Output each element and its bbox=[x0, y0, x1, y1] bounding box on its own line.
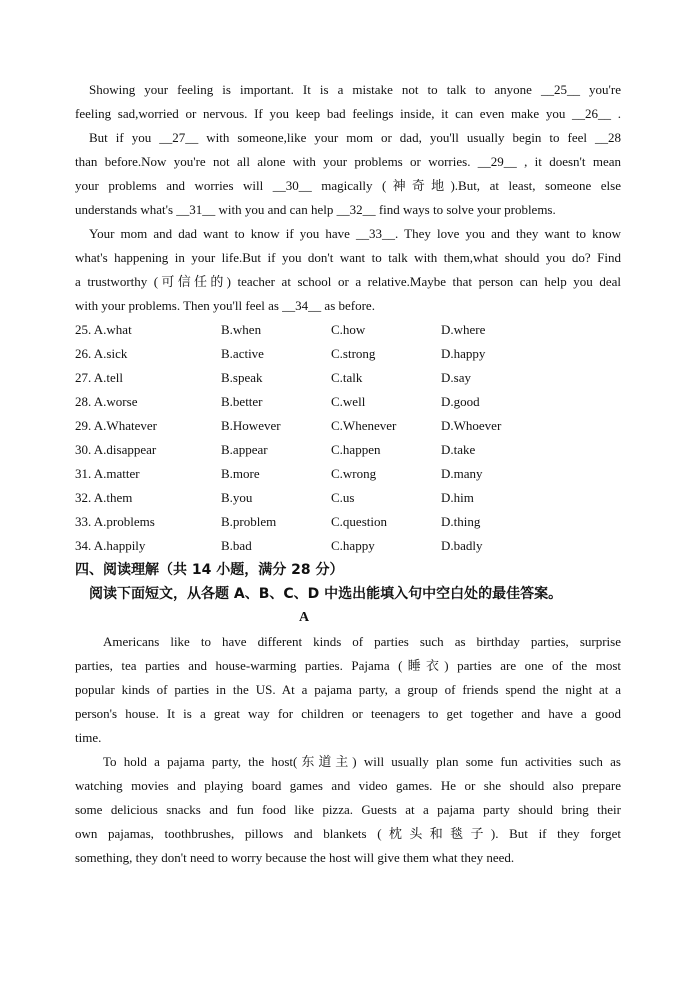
option-b: B.However bbox=[221, 418, 281, 433]
option-d: D.Whoever bbox=[441, 418, 502, 433]
option-a: 26. A.sick bbox=[75, 346, 128, 361]
cloze-line: what's happening in your life.But if you don't want to talk with them,what should you do? Find bbox=[75, 250, 621, 265]
option-row bbox=[75, 534, 635, 558]
reading-line: time. bbox=[75, 730, 102, 745]
reading-line: something, they don't need to worry because the host will give them what they need. bbox=[75, 850, 515, 865]
option-d: D.good bbox=[441, 394, 480, 409]
option-b: B.appear bbox=[221, 442, 268, 457]
option-c: C.how bbox=[331, 322, 366, 337]
option-a: 25. A.what bbox=[75, 322, 132, 337]
option-row bbox=[75, 342, 635, 366]
reading-line: watching movies and playing board games and video games. He or she should also prepare bbox=[75, 778, 621, 793]
cloze-line: feeling sad,worried or nervous. If you keep bad feelings inside, it can even make you __26__ . bbox=[75, 106, 621, 121]
option-b: B.better bbox=[221, 394, 263, 409]
cloze-passage bbox=[75, 78, 621, 318]
reading-line: person's house. It is a great way for children or teenagers to get together and have a good bbox=[75, 706, 621, 721]
option-d: D.badly bbox=[441, 538, 483, 553]
cloze-line: your problems and worries will __30__ magically (神奇地).But, at least, someone else bbox=[75, 178, 621, 193]
option-b: B.active bbox=[221, 346, 264, 361]
option-row bbox=[75, 438, 635, 462]
option-d: D.happy bbox=[441, 346, 486, 361]
option-c: C.strong bbox=[331, 346, 376, 361]
option-row bbox=[75, 486, 635, 510]
reading-line: To hold a pajama party, the host(东道主) will usually plan some fun activities such as bbox=[103, 754, 621, 769]
option-row bbox=[75, 390, 635, 414]
option-row bbox=[75, 318, 635, 342]
option-b: B.you bbox=[221, 490, 253, 505]
option-c: C.happen bbox=[331, 442, 381, 457]
reading-line: parties, tea parties and house-warming parties. Pajama (睡衣) parties are one of the most bbox=[75, 658, 621, 673]
option-b: B.speak bbox=[221, 370, 263, 385]
option-d: D.thing bbox=[441, 514, 481, 529]
cloze-line: understands what's __31__ with you and can help __32__ find ways to solve your problems. bbox=[75, 202, 556, 217]
option-a: 30. A.disappear bbox=[75, 442, 157, 457]
option-a: 34. A.happily bbox=[75, 538, 146, 553]
option-c: C.well bbox=[331, 394, 366, 409]
option-a: 32. A.them bbox=[75, 490, 133, 505]
option-row bbox=[75, 366, 635, 390]
reading-line: popular kinds of parties in the US. At a pajama party, a group of friends spend the night at a bbox=[75, 682, 621, 697]
option-c: C.talk bbox=[331, 370, 363, 385]
option-b: B.bad bbox=[221, 538, 252, 553]
reading-line: some delicious snacks and fun food like pizza. Guests at a pajama party should bring their bbox=[75, 802, 621, 817]
cloze-line: with your problems. Then you'll feel as __34__ as before. bbox=[75, 298, 375, 313]
option-row bbox=[75, 510, 635, 534]
reading-passage bbox=[75, 630, 621, 870]
passage-label: A bbox=[299, 610, 310, 625]
section-instruction: 阅读下面短文，从各题 A、B、C、D 中选出能填入句中空白处的最佳答案。 bbox=[89, 586, 563, 602]
cloze-line: But if you __27__ with someone,like your mom or dad, you'll usually begin to feel __28 bbox=[89, 130, 621, 145]
option-c: C.Whenever bbox=[331, 418, 397, 433]
option-c: C.question bbox=[331, 514, 387, 529]
option-row bbox=[75, 414, 635, 438]
answer-options bbox=[75, 318, 635, 558]
option-d: D.many bbox=[441, 466, 483, 481]
option-c: C.wrong bbox=[331, 466, 377, 481]
option-c: C.happy bbox=[331, 538, 375, 553]
cloze-line: Showing your feeling is important. It is a mistake not to talk to anyone __25__ you're bbox=[89, 82, 621, 97]
cloze-line: than before.Now you're not all alone with your problems or worries. __29__ , it doesn't mean bbox=[75, 154, 621, 169]
cloze-line: Your mom and dad want to know if you have __33__. They love you and they want to know bbox=[89, 226, 621, 241]
option-d: D.where bbox=[441, 322, 486, 337]
option-a: 33. A.problems bbox=[75, 514, 155, 529]
option-d: D.take bbox=[441, 442, 476, 457]
option-b: B.problem bbox=[221, 514, 277, 529]
option-a: 31. A.matter bbox=[75, 466, 140, 481]
option-d: D.say bbox=[441, 370, 471, 385]
reading-line: own pajamas, toothbrushes, pillows and blankets (枕头和毯子). But if they forget bbox=[75, 826, 621, 841]
cloze-line: a trustworthy (可信任的) teacher at school or a relative.Maybe that person can help you deal bbox=[75, 274, 621, 289]
option-b: B.more bbox=[221, 466, 260, 481]
reading-line: Americans like to have different kinds of parties such as birthday parties, surprise bbox=[103, 634, 621, 649]
option-b: B.when bbox=[221, 322, 262, 337]
option-a: 28. A.worse bbox=[75, 394, 138, 409]
section-title: 四、阅读理解（共 14 小题，满分 28 分） bbox=[75, 562, 344, 578]
option-c: C.us bbox=[331, 490, 355, 505]
option-a: 27. A.tell bbox=[75, 370, 124, 385]
option-d: D.him bbox=[441, 490, 474, 505]
option-a: 29. A.Whatever bbox=[75, 418, 157, 433]
option-row bbox=[75, 462, 635, 486]
